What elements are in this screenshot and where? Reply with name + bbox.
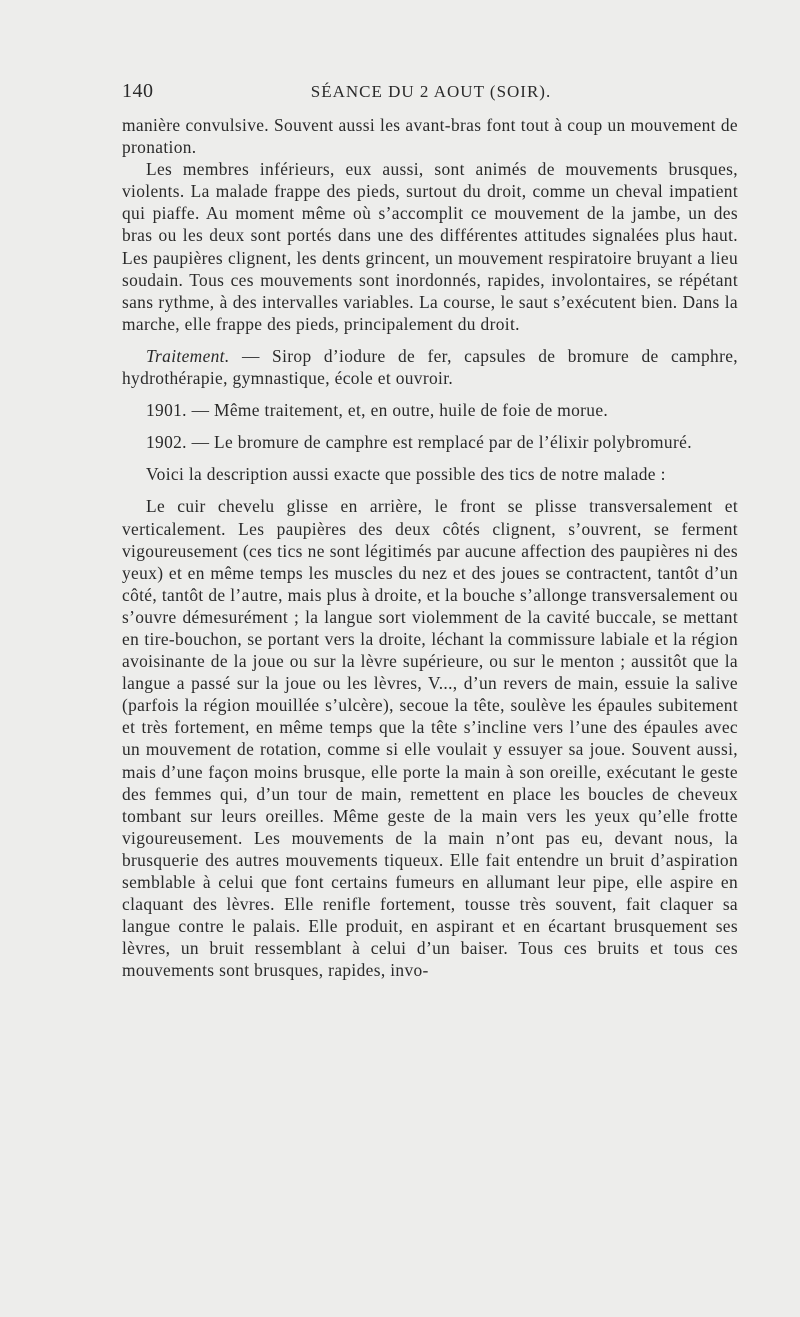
treatment-text: — Sirop d’iodure de fer, capsules de bromure de camphre, hydrothérapie, gymnastique, école et ouvroir. xyxy=(122,345,738,389)
page-header xyxy=(122,80,740,110)
paragraph-continued: manière convulsive. Souvent aussi les avant-bras font tout à coup un mouvement de pronation. xyxy=(122,115,738,158)
paragraph-lower-limbs: Les membres inférieurs, eux aussi, sont animés de mouvements brusques, violents. La malade frappe des pieds, surtout du droit, comme un cheval impatient qui piaffe. Au moment même où s’accomplit ce mouvement de la jambe, un des bras ou les deux sont portés dans une des différentes attitudes signalées plus haut. Les paupières clignent, les dents grincent, un mouvement respiratoire bruyant a lieu soudain. Tous ces mouvements sont inordonnés, rapides, involontaires, se répétant sans rythme, à des intervalles variables. La course, le saut s’exécutent bien. Dans la marche, elle frappe des pieds, principalement du droit. xyxy=(122,159,738,334)
paragraph-tics-description: Le cuir chevelu glisse en arrière, le front se plisse transversalement et verticalement. Les paupières des deux côtés clignent, s’ouvrent, se ferment vigoureusement (ces tics ne sont légitimés par aucune affection des paupières ni des yeux) et en même temps les muscles du nez et des joues se contractent, tantôt d’un côté, tantôt de l’autre, mais plus à droite, et la bouche s’allonge transversalement ou s’ouvre démesurément ; la langue sort violemment de la cavité buccale, se mettant en tire-bouchon, se portant vers la droite, léchant la commissure labiale et la région avoisinante de la joue ou sur la lèvre supérieure, ou sur le menton ; aussitôt que la langue a passé sur la joue ou les lèvres, V..., d’un revers de main, essuie la salive (parfois la région mouillée s’ulcère), secoue la tête, soulève les épaules subitement et très fortement, en même temps que la tête s’incline vers l’une des épaules avec un mouvement de rotation, comme si elle voulait y essuyer sa joue. Souvent aussi, mais d’une façon moins brusque, elle porte la main à son oreille, exécutant le geste des femmes qui, d’un tour de main, remettent en place les boucles de cheveux tombant sur leurs oreilles. Même geste de la main vers les yeux qu’elle frotte vigoureusement. Les mouvements de la main n’ont pas eu, devant nous, la brusquerie des autres mouvements tiqueux. Elle fait entendre un bruit d’aspiration semblable à celui que font certains fumeurs en allumant leur pipe, elle aspire en claquant des lèvres. Elle renifle fortement, tousse très souvent, fait claquer sa langue contre le palais. Elle produit, en aspirant et en écartant brusquement ses lèvres, un bruit ressemblant à celui d’un baiser. Tous ces bruits et tous ces mouvements sont brusques, rapides, invo- xyxy=(122,496,738,981)
paragraph-1902: 1902. — Le bromure de camphre est remplacé par de l’élixir polybromuré. xyxy=(146,432,692,453)
paragraph-treatment xyxy=(122,345,738,389)
running-head: SÉANCE DU 2 AOUT (SOIR). xyxy=(310,82,552,101)
body-text xyxy=(122,114,738,981)
treatment-label: Traitement. xyxy=(146,345,230,366)
page-number: 140 xyxy=(122,80,154,102)
paragraph-description-intro: Voici la description aussi exacte que possible des tics de notre malade : xyxy=(146,464,666,485)
paragraph-1901: 1901. — Même traitement, et, en outre, huile de foie de morue. xyxy=(146,400,609,421)
